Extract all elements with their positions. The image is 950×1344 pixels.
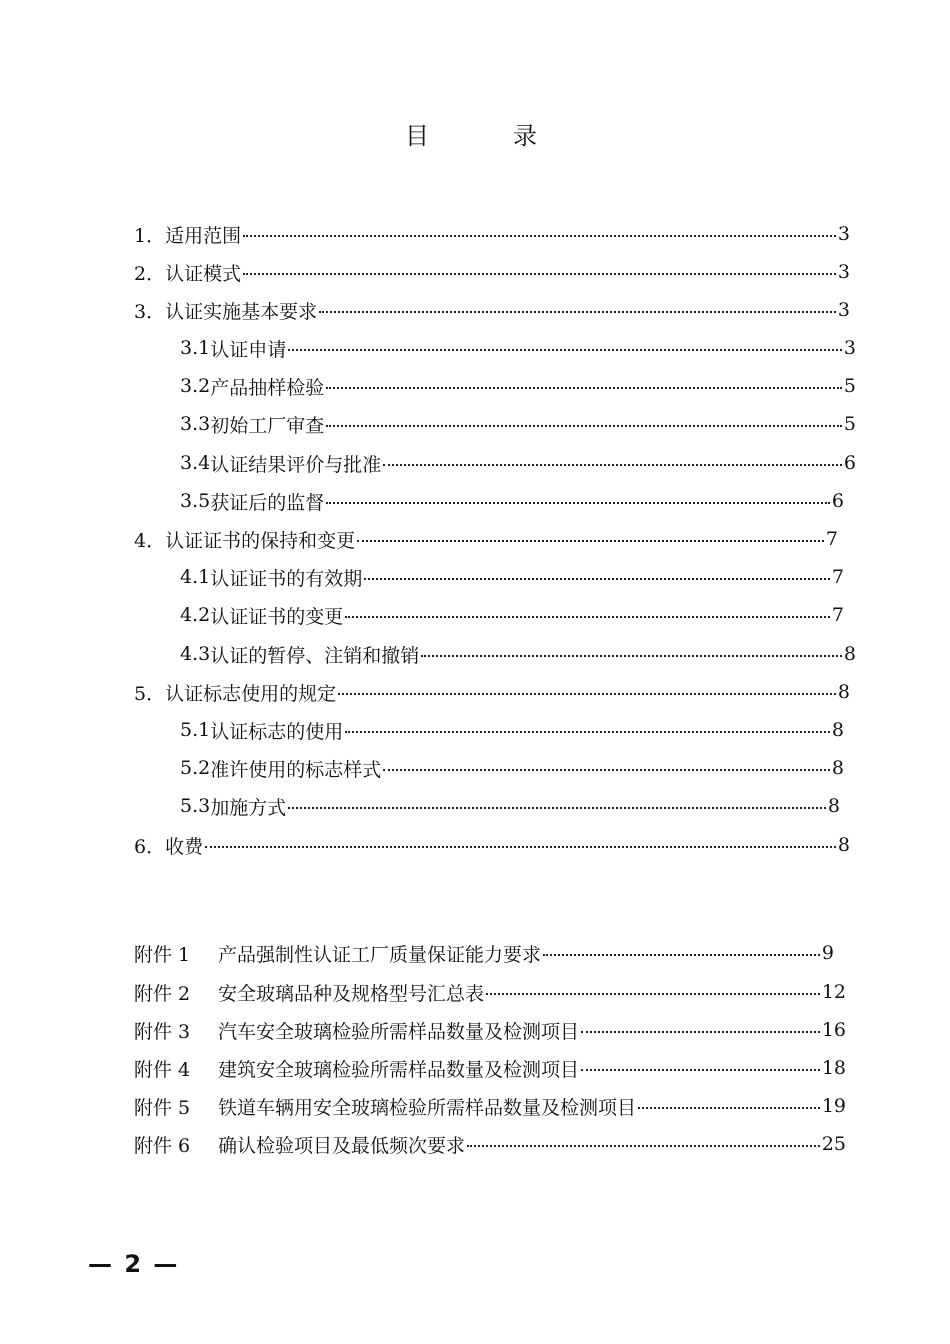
toc-page: 5 [843, 375, 856, 397]
toc-page: 3 [837, 261, 850, 283]
toc-entry[interactable] [180, 600, 844, 630]
dot-leader [326, 371, 842, 401]
toc-number: 3.3 [180, 413, 211, 435]
toc-label: 准许使用的标志样式 [210, 758, 382, 781]
toc-entry[interactable] [180, 562, 844, 592]
dot-leader [338, 677, 836, 707]
annex-title: 产品强制性认证工厂质量保证能力要求 [218, 943, 542, 966]
toc-entry[interactable] [180, 448, 856, 478]
toc-entry[interactable] [180, 371, 856, 401]
dot-leader [319, 295, 836, 325]
toc-page: 5 [843, 413, 856, 435]
toc-number: 2． [134, 262, 166, 285]
toc-entry[interactable] [180, 333, 856, 363]
toc-label: 认证实施基本要求 [165, 300, 318, 323]
toc-label: 认证证书的变更 [210, 605, 344, 628]
dot-leader [326, 409, 842, 439]
toc-number: 4.1 [180, 566, 211, 588]
toc-page: 7 [831, 566, 844, 588]
toc-entry[interactable] [180, 639, 856, 669]
dot-leader [364, 562, 830, 592]
toc-number: 4.3 [180, 643, 211, 665]
toc-number: 5.3 [180, 795, 211, 817]
annex-title: 确认检验项目及最低频次要求 [218, 1134, 466, 1157]
toc-entry[interactable] [180, 791, 840, 821]
toc-page: 3 [837, 299, 850, 321]
annex-entry[interactable] [134, 1129, 846, 1159]
toc-entry[interactable] [134, 219, 850, 249]
toc-number: 1． [134, 224, 166, 247]
annex-number: 附件 2 [134, 982, 191, 1005]
dot-leader [357, 524, 824, 554]
toc-label: 初始工厂审查 [210, 414, 325, 437]
toc-number: 6． [134, 835, 166, 858]
annex-page: 25 [821, 1133, 846, 1155]
toc-page: 3 [837, 223, 850, 245]
toc-entry[interactable] [134, 677, 850, 707]
page-number: — 2 — [88, 1250, 180, 1278]
toc-label: 加施方式 [210, 796, 287, 819]
annex-number: 附件 3 [134, 1020, 191, 1043]
toc-page: 7 [825, 528, 838, 550]
annex-page: 16 [821, 1019, 846, 1041]
annex-number: 附件 1 [134, 943, 191, 966]
toc-entry[interactable] [180, 486, 844, 516]
dot-leader [288, 791, 826, 821]
annex-title: 铁道车辆用安全玻璃检验所需样品数量及检测项目 [218, 1096, 637, 1119]
dot-leader [345, 600, 830, 630]
toc-label: 认证标志的使用 [210, 720, 344, 743]
toc-label: 适用范围 [165, 224, 242, 247]
dot-leader [467, 1129, 820, 1159]
annex-number: 附件 5 [134, 1096, 191, 1119]
toc-entry[interactable] [180, 715, 844, 745]
toc-number: 5． [134, 682, 166, 705]
toc-label: 获证后的监督 [210, 491, 325, 514]
toc-number: 5.1 [180, 719, 211, 741]
toc-page: 8 [837, 681, 850, 703]
toc-entry[interactable] [134, 295, 850, 325]
toc-number: 3.1 [180, 337, 211, 359]
toc-page: 7 [831, 604, 844, 626]
toc-page: 8 [843, 643, 856, 665]
toc-page: 8 [827, 795, 840, 817]
toc-page: 8 [831, 757, 844, 779]
dot-leader [243, 257, 836, 287]
dot-leader [345, 715, 830, 745]
toc-label: 认证标志使用的规定 [165, 682, 337, 705]
dot-leader [383, 753, 830, 783]
dot-leader [543, 938, 820, 968]
toc-page: 3 [843, 337, 856, 359]
annex-entry[interactable] [134, 1015, 846, 1045]
toc-number: 3． [134, 300, 166, 323]
toc-number: 3.5 [180, 490, 211, 512]
toc-number: 3.2 [180, 375, 211, 397]
annex-entry[interactable] [134, 1091, 846, 1121]
toc-entry[interactable] [180, 409, 856, 439]
toc-label: 认证模式 [165, 262, 242, 285]
toc-label: 认证证书的有效期 [210, 567, 363, 590]
toc-number: 4.2 [180, 604, 211, 626]
toc-entry[interactable] [134, 257, 850, 287]
annex-entry[interactable] [134, 977, 846, 1007]
dot-leader [581, 1053, 820, 1083]
annex-number: 附件 6 [134, 1134, 191, 1157]
annex-entry[interactable] [134, 1053, 846, 1083]
dot-leader [288, 333, 842, 363]
annex-page: 9 [821, 942, 834, 964]
dot-leader [486, 977, 820, 1007]
dot-leader [638, 1091, 820, 1121]
toc-entry[interactable] [134, 524, 838, 554]
dot-leader [421, 639, 842, 669]
annex-title: 安全玻璃品种及规格型号汇总表 [218, 982, 485, 1005]
toc-page: 8 [831, 719, 844, 741]
dot-leader [383, 448, 842, 478]
annex-page: 12 [821, 981, 846, 1003]
toc-entry[interactable] [180, 753, 844, 783]
toc-label: 认证的暂停、注销和撤销 [210, 644, 420, 667]
toc-label: 产品抽样检验 [210, 376, 325, 399]
dot-leader [326, 486, 830, 516]
annex-page: 19 [821, 1095, 846, 1117]
toc-label: 认证申请 [210, 338, 287, 361]
toc-page: 8 [837, 834, 850, 856]
dot-leader [581, 1015, 820, 1045]
toc-entry[interactable] [134, 830, 850, 860]
annex-title: 建筑安全玻璃检验所需样品数量及检测项目 [218, 1058, 580, 1081]
annex-title: 汽车安全玻璃检验所需样品数量及检测项目 [218, 1020, 580, 1043]
toc-number: 3.4 [180, 452, 211, 474]
toc-label: 认证证书的保持和变更 [165, 529, 356, 552]
toc-number: 5.2 [180, 757, 211, 779]
toc-page: 6 [843, 452, 856, 474]
toc-number: 4． [134, 529, 166, 552]
annex-page: 18 [821, 1057, 846, 1079]
toc-label: 收费 [165, 835, 204, 858]
annex-number: 附件 4 [134, 1058, 191, 1081]
annex-entry[interactable] [134, 938, 834, 968]
dot-leader [243, 219, 836, 249]
dot-leader [205, 830, 836, 860]
page-title: 目 录 [405, 122, 567, 150]
toc-label: 认证结果评价与批准 [210, 453, 382, 476]
toc-page: 6 [831, 490, 844, 512]
